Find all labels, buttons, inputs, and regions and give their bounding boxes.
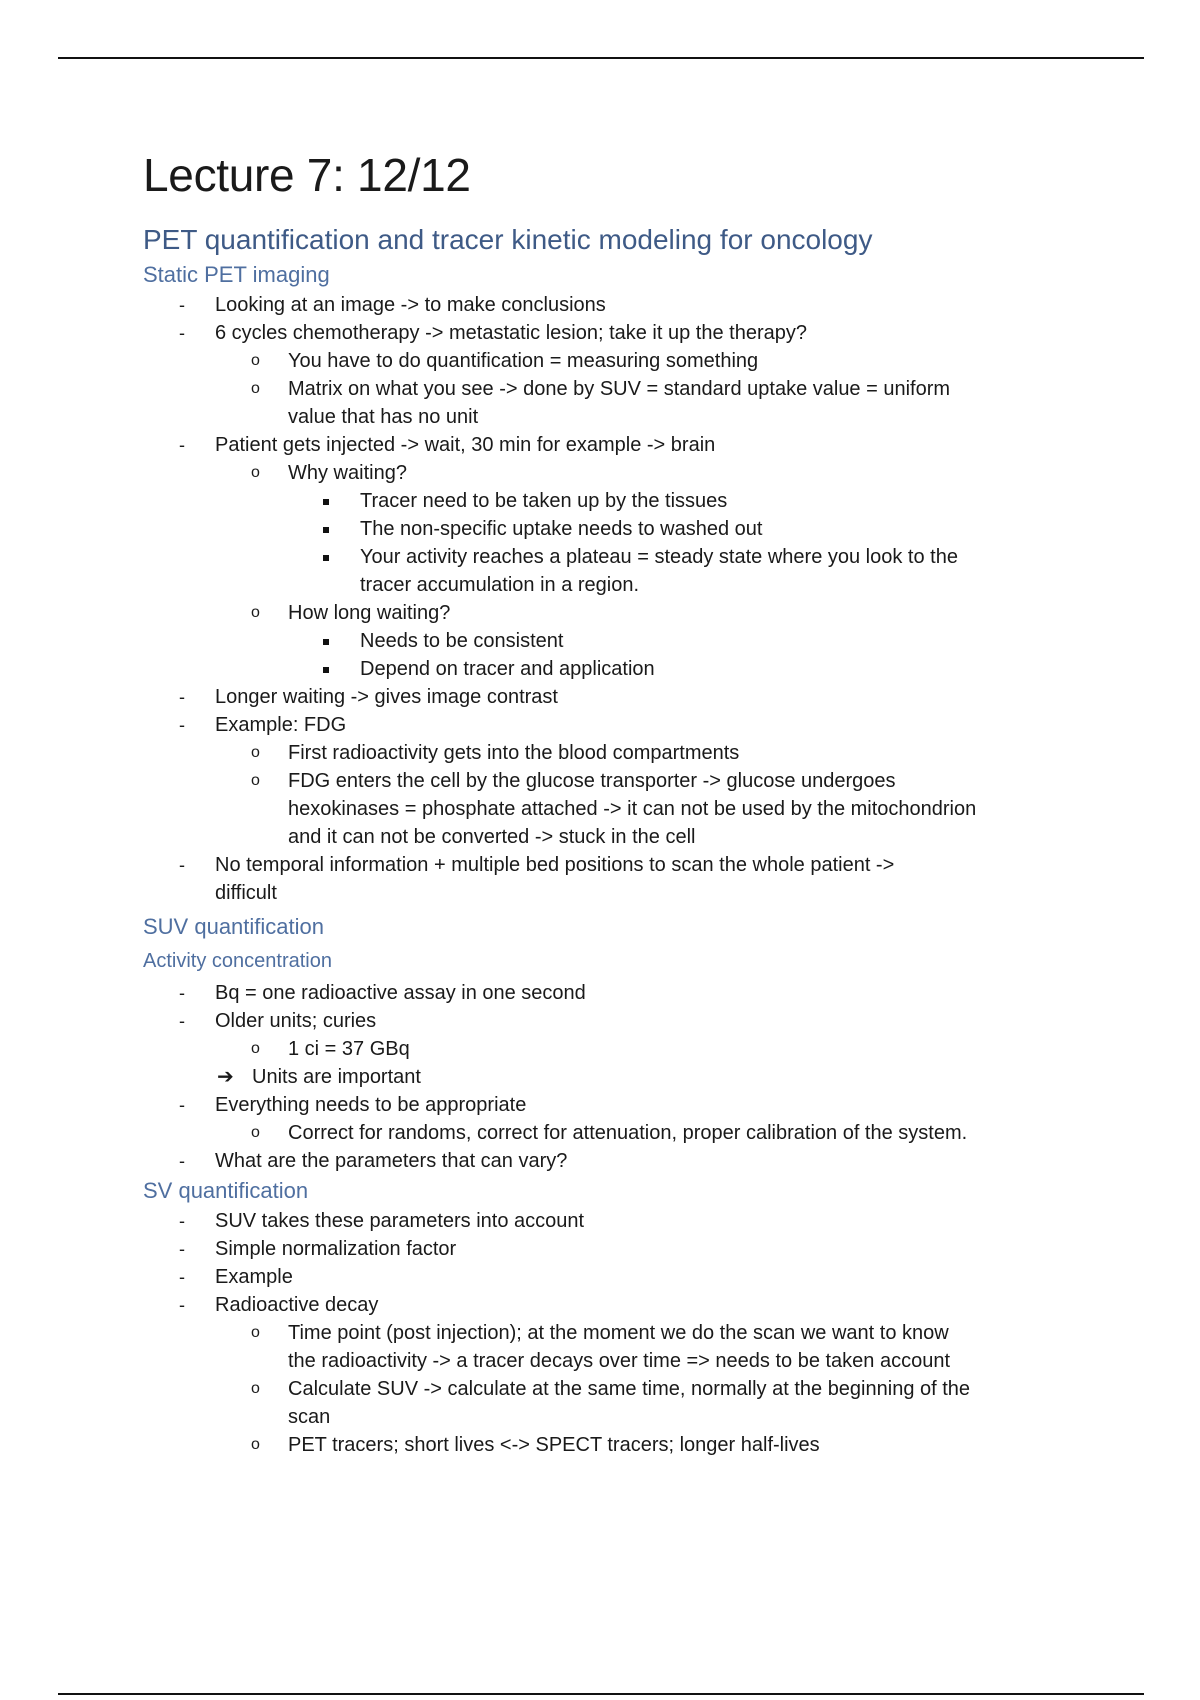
arrow-right-icon: ➔	[217, 1066, 234, 1088]
dash-marker: -	[179, 435, 185, 455]
square-bullet-icon	[323, 655, 329, 683]
list-item-continuation: scan	[288, 1406, 331, 1428]
list-item: - Simple normalization factor	[143, 1235, 1143, 1263]
list-item: o FDG enters the cell by the glucose transporter -> glucose undergoes	[143, 767, 1143, 795]
list-item: - Looking at an image -> to make conclusions	[143, 291, 1143, 319]
top-rule	[58, 57, 1144, 59]
dash-marker: -	[179, 1151, 185, 1171]
list-item: o Why waiting?	[143, 459, 1143, 487]
section-static-title: Static PET imaging	[143, 262, 330, 287]
list-item: Your activity reaches a plateau = steady state where you look to the	[143, 543, 1143, 571]
circle-marker: o	[251, 380, 260, 397]
list-item: Needs to be consistent	[143, 627, 1143, 655]
list-item-continuation: difficult	[215, 882, 277, 904]
list-item: Tracer need to be taken up by the tissues	[143, 487, 1143, 515]
square-bullet-icon	[323, 487, 329, 515]
circle-marker: o	[251, 1324, 260, 1341]
list-item: ➔ Units are important	[143, 1063, 1143, 1091]
list-item: - Everything needs to be appropriate	[143, 1091, 1143, 1119]
circle-marker: o	[251, 604, 260, 621]
list-item: o Time point (post injection); at the moment we do the scan we want to know	[143, 1319, 1143, 1347]
circle-marker: o	[251, 1124, 260, 1141]
square-bullet-icon	[323, 627, 329, 655]
list-item: - Older units; curies	[143, 1007, 1143, 1035]
list-item: - No temporal information + multiple bed positions to scan the whole patient ->	[143, 851, 1143, 879]
list-item: - SUV takes these parameters into account	[143, 1207, 1143, 1235]
list-item: - Example: FDG	[143, 711, 1143, 739]
list-item: o First radioactivity gets into the blood compartments	[143, 739, 1143, 767]
list-item: Depend on tracer and application	[143, 655, 1143, 683]
list-item: - Bq = one radioactive assay in one second	[143, 979, 1143, 1007]
list-item: - Example	[143, 1263, 1143, 1291]
list-item: - Patient gets injected -> wait, 30 min for example -> brain	[143, 431, 1143, 459]
dash-marker: -	[179, 1239, 185, 1259]
list-item: o You have to do quantification = measuring something	[143, 347, 1143, 375]
list-item: - 6 cycles chemotherapy -> metastatic lesion; take it up the therapy?	[143, 319, 1143, 347]
list-item: o Matrix on what you see -> done by SUV = standard uptake value = uniform	[143, 375, 1143, 403]
dash-marker: -	[179, 295, 185, 315]
main-heading: PET quantification and tracer kinetic modeling for oncology	[143, 224, 873, 255]
circle-marker: o	[251, 1380, 260, 1397]
square-bullet-icon	[323, 543, 329, 571]
dash-marker: -	[179, 323, 185, 343]
bottom-rule	[58, 1693, 1144, 1695]
list-item: o 1 ci = 37 GBq	[143, 1035, 1143, 1063]
list-item: The non-specific uptake needs to washed out	[143, 515, 1143, 543]
circle-marker: o	[251, 464, 260, 481]
circle-marker: o	[251, 1040, 260, 1057]
dash-marker: -	[179, 1095, 185, 1115]
square-bullet-icon	[323, 515, 329, 543]
list-item: - Longer waiting -> gives image contrast	[143, 683, 1143, 711]
circle-marker: o	[251, 1436, 260, 1453]
list-item-continuation: tracer accumulation in a region.	[360, 574, 640, 596]
circle-marker: o	[251, 744, 260, 761]
list-item-continuation: and it can not be converted -> stuck in the cell	[288, 826, 696, 848]
dash-marker: -	[179, 983, 185, 1003]
page-title: Lecture 7: 12/12	[143, 149, 471, 201]
list-item-continuation: hexokinases = phosphate attached -> it can not be used by the mitochondrion	[288, 798, 977, 820]
dash-marker: -	[179, 1295, 185, 1315]
list-item: o Correct for randoms, correct for attenuation, proper calibration of the system.	[143, 1119, 1143, 1147]
dash-marker: -	[179, 1267, 185, 1287]
circle-marker: o	[251, 772, 260, 789]
list-item: - Radioactive decay	[143, 1291, 1143, 1319]
dash-marker: -	[179, 715, 185, 735]
document-body	[143, 145, 1143, 1459]
dash-marker: -	[179, 1211, 185, 1231]
list-item: o PET tracers; short lives <-> SPECT tracers; longer half-lives	[143, 1431, 1143, 1459]
section-activity-title: Activity concentration	[143, 950, 332, 972]
list-item: o Calculate SUV -> calculate at the same time, normally at the beginning of the	[143, 1375, 1143, 1403]
list-item-continuation: value that has no unit	[288, 406, 479, 428]
list-item: o How long waiting?	[143, 599, 1143, 627]
dash-marker: -	[179, 855, 185, 875]
circle-marker: o	[251, 352, 260, 369]
section-sv-title: SV quantification	[143, 1178, 309, 1203]
section-suv-title: SUV quantification	[143, 914, 324, 939]
list-item: - What are the parameters that can vary?	[143, 1147, 1143, 1175]
list-item-continuation: the radioactivity -> a tracer decays over time => needs to be taken account	[288, 1350, 951, 1372]
dash-marker: -	[179, 687, 185, 707]
dash-marker: -	[179, 1011, 185, 1031]
